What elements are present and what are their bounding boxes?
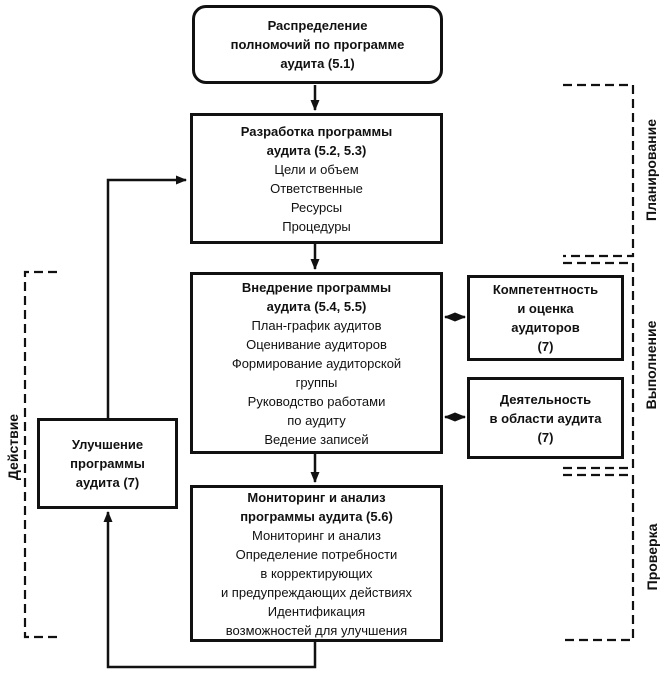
box-details [270, 160, 363, 236]
text-line: аудиторов [511, 320, 580, 335]
text-line: Разработка программы [240, 123, 393, 139]
text-line: Цели и объем [274, 161, 359, 177]
text-line: аудита (5.4, 5.5) [266, 298, 367, 314]
box-improve-programme [37, 418, 178, 509]
phase-label-planning: Планирование [643, 119, 659, 221]
box-monitor-programme [190, 485, 443, 642]
box-auditor-competence [467, 275, 624, 361]
box-audit-activities [467, 377, 624, 459]
text-line: (7) [537, 429, 554, 445]
box-title [241, 122, 393, 160]
text-line: полномочий по программе [230, 37, 405, 52]
box-develop-programme [190, 113, 443, 244]
box-implement-programme [190, 272, 443, 454]
text-line: и оценка [517, 301, 574, 316]
text-line: в корректирующих [260, 565, 373, 581]
text-line: Мониторинг и анализ [251, 527, 381, 543]
bracket-planning [563, 85, 633, 256]
text-line: Процедуры [282, 218, 351, 234]
text-line: Формирование аудиторской [231, 355, 402, 371]
text-line: Оценивание аудиторов [246, 336, 387, 352]
text-line: Идентификация [267, 603, 366, 619]
text-line: по аудиту [287, 412, 346, 428]
text-line: Ресурсы [290, 199, 343, 215]
text-line: аудита (5.2, 5.3) [266, 142, 367, 158]
box-details [232, 316, 401, 449]
text-line: План-график аудитов [251, 317, 382, 333]
text-line: Руководство работами [247, 393, 386, 409]
box-title [240, 488, 393, 526]
text-line: Ведение записей [264, 431, 369, 447]
arrow-improve-to-develop [108, 180, 186, 418]
text-line: Определение потребности [235, 546, 398, 562]
text-line: аудита (7) [75, 475, 140, 490]
text-line: программы [70, 456, 145, 471]
text-line: Мониторинг и анализ [247, 489, 386, 505]
text-line: Компетентность [492, 282, 599, 297]
text-line: возможностей для улучшения [225, 622, 408, 638]
text-line: Внедрение программы [241, 279, 392, 295]
phase-label-action: Действие [5, 413, 21, 481]
text-line: Улучшение [71, 437, 144, 452]
box-authority-assignment [192, 5, 443, 84]
text-line: группы [295, 374, 338, 390]
box-title [70, 435, 145, 492]
text-line: и предупреждающих действиях [220, 584, 413, 600]
text-line: в области аудита [489, 410, 602, 426]
text-line: аудита (5.1) [280, 56, 355, 71]
box-details [221, 526, 412, 640]
text-line: программы аудита (5.6) [240, 508, 393, 524]
box-title [242, 278, 391, 316]
box-title [231, 16, 405, 73]
phase-label-check: Проверка [644, 523, 660, 591]
text-line: (7) [537, 339, 554, 354]
bracket-check [563, 475, 633, 640]
box-title [493, 280, 598, 356]
text-line: Деятельность [499, 391, 592, 407]
text-line: Ответственные [270, 180, 363, 196]
box-title [490, 390, 602, 447]
text-line: Распределение [267, 18, 368, 33]
phase-label-execution: Выполнение [643, 320, 659, 410]
